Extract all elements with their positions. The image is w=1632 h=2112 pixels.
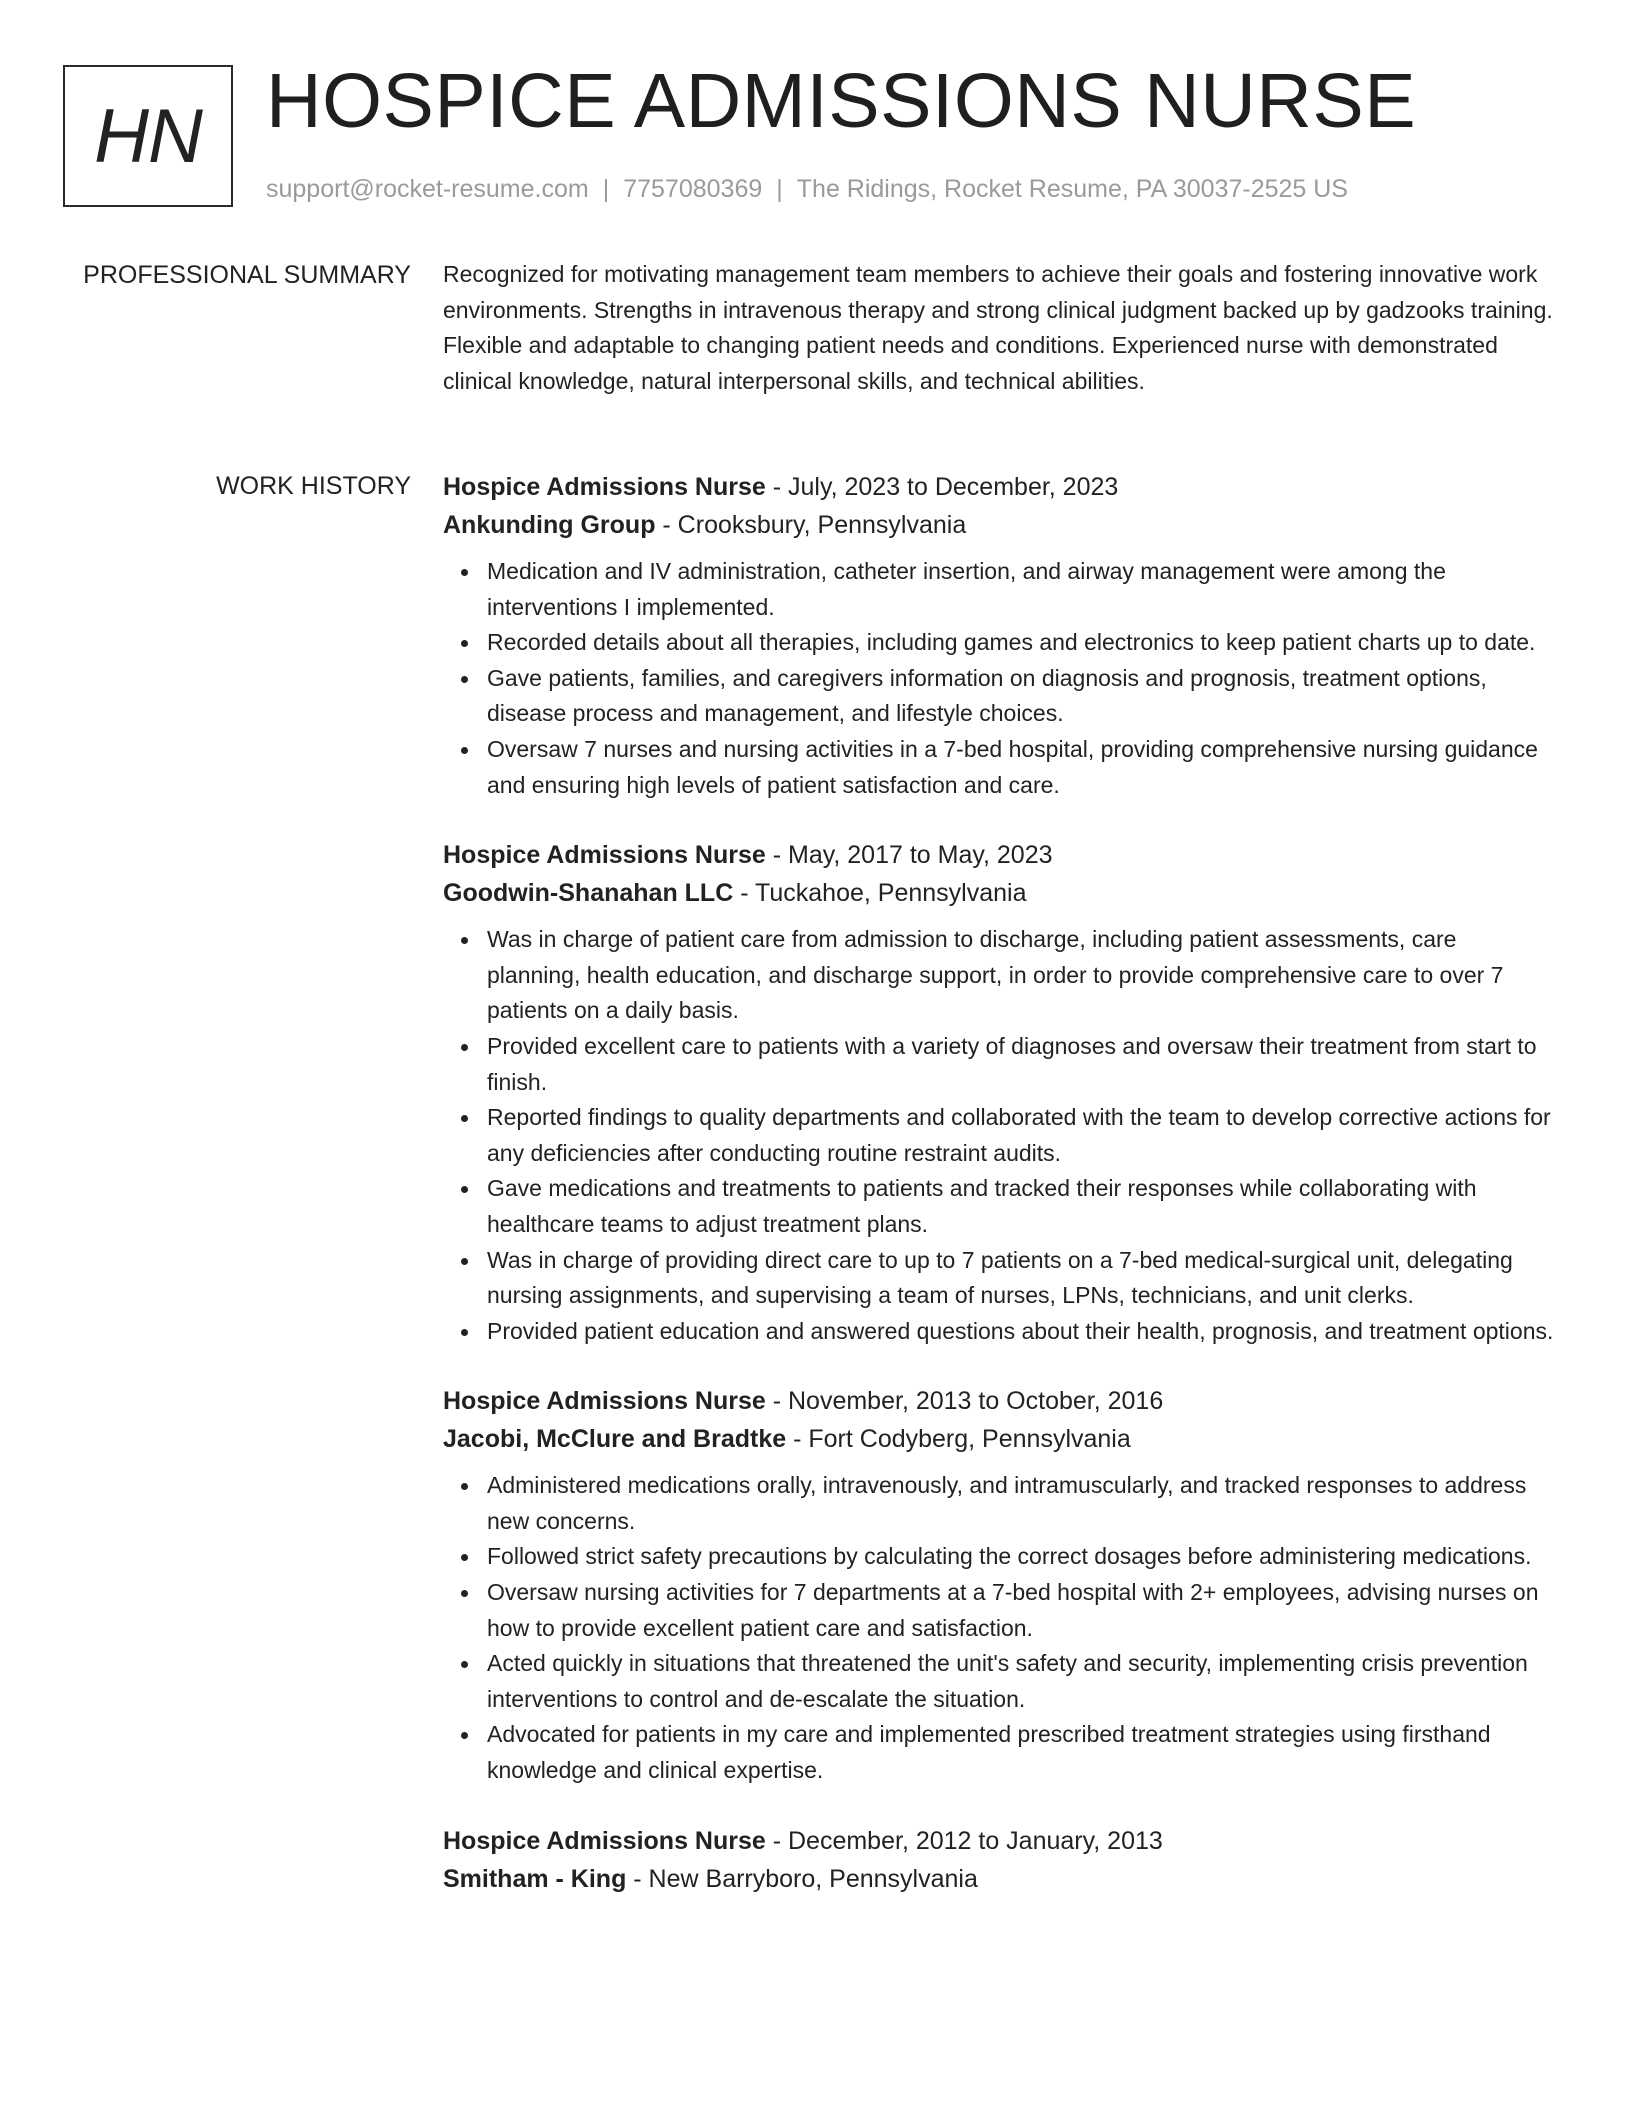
job-bullet: Provided patient education and answered questions about their health, prognosis, and treatment options. — [487, 1314, 1555, 1350]
job-entry — [443, 1382, 1555, 1788]
job-bullet: Medication and IV administration, catheter insertion, and airway management were among the interventions I implemented. — [487, 554, 1555, 625]
job-bullet-list — [443, 1468, 1555, 1788]
job-bullet: Acted quickly in situations that threatened the unit's safety and security, implementing crisis prevention interventions to control and de-escalate the situation. — [487, 1646, 1555, 1717]
summary-text: Recognized for motivating management team members to achieve their goals and fostering innovative work environments. Strengths in intravenous therapy and strong clinical judgment backed up by gadzooks training. Flexible and adaptable to changing patient needs and conditions. Experienced nurse with demonstrated clinical knowledge, natural interpersonal skills, and technical abilities. — [443, 261, 1553, 394]
job-location: - Fort Codyberg, Pennsylvania — [786, 1425, 1131, 1454]
job-location: - Crooksbury, Pennsylvania — [655, 511, 967, 539]
job-dates: - July, 2023 to December, 2023 — [765, 473, 1119, 501]
job-bullet: Was in charge of patient care from admission to discharge, including patient assessments, care planning, health education, and discharge support, in order to provide comprehensive care to over 7 patients on a daily basis. — [487, 922, 1555, 1029]
job-location: - Tuckahoe, Pennsylvania — [733, 879, 1027, 908]
job-company-line — [443, 1420, 1555, 1458]
job-title-line — [443, 1822, 1555, 1860]
page-title: HOSPICE ADMISSIONS NURSE — [266, 58, 1417, 144]
monogram-logo: HN — [63, 65, 233, 207]
work-history-list — [443, 468, 1555, 1931]
job-bullet: Administered medications orally, intravenously, and intramuscularly, and tracked responses to address new concerns. — [487, 1468, 1555, 1539]
contact-email[interactable]: support@rocket-resume.com — [266, 175, 589, 203]
job-company: Goodwin-Shanahan LLC — [443, 879, 734, 908]
job-dates: - May, 2017 to May, 2023 — [765, 841, 1053, 870]
job-title-line — [443, 468, 1555, 506]
contact-separator: | — [602, 175, 610, 203]
summary-body — [443, 257, 1555, 399]
job-bullet-list — [443, 554, 1555, 803]
job-title-line — [443, 836, 1555, 874]
job-bullet-list — [443, 922, 1555, 1349]
job-bullet: Was in charge of providing direct care to up to 7 patients on a 7-bed medical-surgical unit, delegating nursing assignments, and supervising a team of nurses, LPNs, technicians, and unit clerks. — [487, 1243, 1555, 1314]
job-bullet: Gave patients, families, and caregivers information on diagnosis and prognosis, treatment options, disease process and management, and lifestyle choices. — [487, 661, 1555, 732]
job-location: - New Barryboro, Pennsylvania — [626, 1864, 978, 1893]
job-title: Hospice Admissions Nurse — [443, 473, 766, 501]
section-label-summary: PROFESSIONAL SUMMARY — [83, 261, 411, 289]
job-entry — [443, 836, 1555, 1349]
job-bullet: Recorded details about all therapies, including games and electronics to keep patient charts up to date. — [487, 625, 1555, 661]
contact-address: The Ridings, Rocket Resume, PA 30037-2525 US — [796, 175, 1348, 203]
job-entry — [443, 1822, 1555, 1898]
job-company: Ankunding Group — [443, 511, 656, 539]
job-company-line — [443, 1860, 1555, 1898]
job-bullet: Followed strict safety precautions by calculating the correct dosages before administering medications. — [487, 1539, 1555, 1575]
job-bullet: Oversaw 7 nurses and nursing activities in a 7-bed hospital, providing comprehensive nursing guidance and ensuring high levels of patient satisfaction and care. — [487, 732, 1555, 803]
job-dates: - December, 2012 to January, 2013 — [765, 1826, 1163, 1855]
job-dates: - November, 2013 to October, 2016 — [765, 1387, 1164, 1416]
job-entry — [443, 468, 1555, 803]
job-company: Jacobi, McClure and Bradtke — [443, 1425, 787, 1454]
job-title: Hospice Admissions Nurse — [443, 841, 766, 870]
job-company-line — [443, 874, 1555, 912]
contact-line — [266, 172, 1348, 206]
section-label-work-history: WORK HISTORY — [216, 472, 411, 500]
job-bullet: Gave medications and treatments to patients and tracked their responses while collaborating with healthcare teams to adjust treatment plans. — [487, 1171, 1555, 1242]
job-bullet: Provided excellent care to patients with a variety of diagnoses and oversaw their treatment from start to finish. — [487, 1029, 1555, 1100]
contact-phone[interactable]: 7757080369 — [623, 175, 763, 203]
job-company: Smitham - King — [443, 1864, 627, 1893]
job-bullet: Reported findings to quality departments and collaborated with the team to develop corrective actions for any deficiencies after conducting routine restraint audits. — [487, 1100, 1555, 1171]
job-bullet: Advocated for patients in my care and implemented prescribed treatment strategies using firsthand knowledge and clinical expertise. — [487, 1717, 1555, 1788]
job-bullet: Oversaw nursing activities for 7 departments at a 7-bed hospital with 2+ employees, advising nurses on how to provide excellent patient care and satisfaction. — [487, 1575, 1555, 1646]
job-title: Hospice Admissions Nurse — [443, 1826, 766, 1855]
job-title-line — [443, 1382, 1555, 1420]
job-title: Hospice Admissions Nurse — [443, 1387, 766, 1416]
job-company-line — [443, 506, 1555, 544]
contact-separator: | — [776, 175, 783, 203]
resume-header — [0, 0, 1632, 240]
